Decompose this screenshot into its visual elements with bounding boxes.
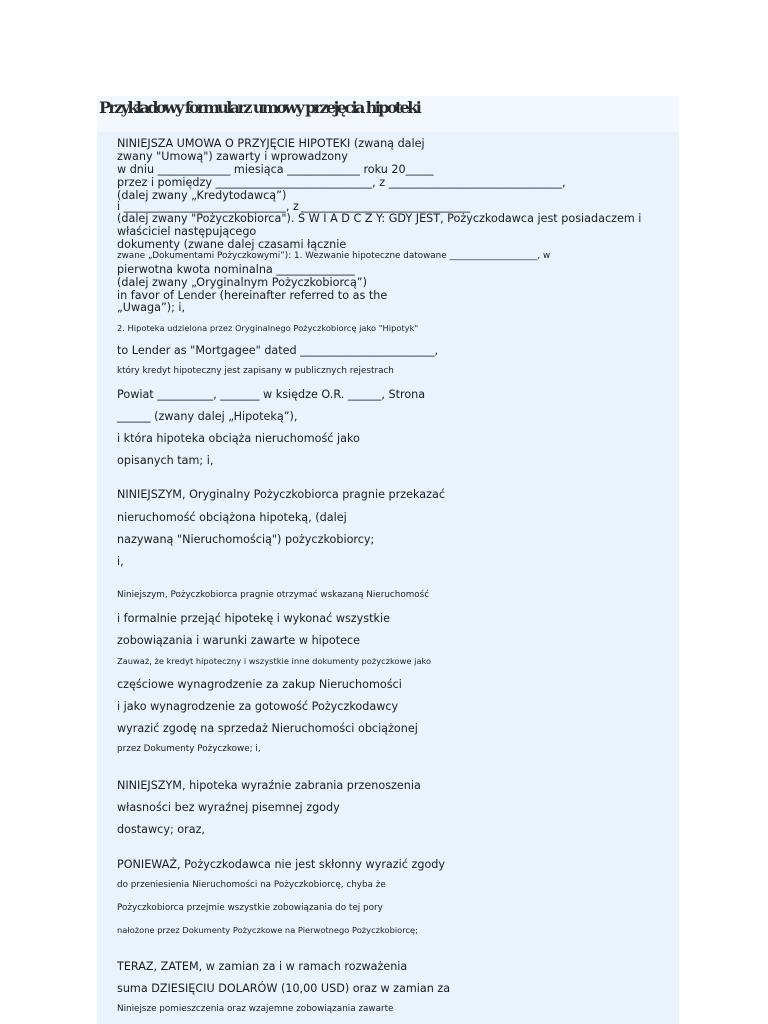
text-line: NINIEJSZYM, hipoteka wyraźnie zabrania przenoszenia — [117, 779, 421, 792]
text-line: dostawcy; oraz, — [117, 823, 205, 836]
text-line: opisanych tam; i, — [117, 454, 214, 467]
text-line: i jako wynagrodzenie za gotowość Pożyczkodawcy — [117, 700, 399, 713]
text-line: i która hipoteka obciąża nieruchomość jako — [117, 432, 360, 445]
text-line: PONIEWAŻ, Pożyczkodawca nie jest skłonny wyrazić zgody — [117, 858, 446, 871]
text-line: i _____________________________, z ______________________________ — [117, 200, 471, 213]
text-line: 2. Hipoteka udzielona przez Oryginalnego Pożyczkobiorcę jako "Hipotyk" — [117, 323, 419, 333]
text-line: nałożone przez Dokumenty Pożyczkowe na Pierwotnego Pożyczkobiorcę; — [117, 925, 418, 935]
text-line: in favor of Lender (hereinafter referred to as the — [117, 289, 388, 302]
text-line: Powiat __________, _______ w księdze O.R. ______, Strona — [117, 388, 426, 401]
text-line: TERAZ, ZATEM, w zamian za i w ramach rozważenia — [117, 960, 408, 973]
text-line: (dalej zwany „Kredytodawcą”) — [117, 189, 287, 202]
text-line: ______ (zwany dalej „Hipoteką”), — [117, 410, 298, 423]
text-line: Pożyczkobiorca przejmie wszystkie zobowiązania do tej pory — [117, 903, 383, 913]
text-line: NINIEJSZA UMOWA O PRZYJĘCIE HIPOTEKI (zwaną dalej — [117, 137, 425, 150]
text-line: dokumenty (zwane dalej czasami łącznie — [117, 238, 347, 251]
text-line: wyrazić zgodę na sprzedaż Nieruchomości obciążonej — [117, 722, 418, 735]
text-line: Niniejszym, Pożyczkobiorca pragnie otrzymać wskazaną Nieruchomość — [117, 590, 430, 600]
text-line: i formalnie przejąć hipotekę i wykonać wszystkie — [117, 612, 390, 625]
text-line: który kredyt hipoteczny jest zapisany w publicznych rejestrach — [117, 366, 394, 376]
text-line: to Lender as "Mortgagee" dated ________________________, — [117, 344, 439, 357]
text-line: „Uwaga”); i, — [117, 301, 186, 314]
text-line: (dalej zwany „Oryginalnym Pożyczkobiorcą”) — [117, 276, 367, 289]
document-title: Przykładowy formularz umowy przejęcia hipoteki — [99, 98, 420, 117]
text-line: zwany "Umową") zawarty i wprowadzony — [117, 150, 348, 163]
text-line: NINIEJSZYM, Oryginalny Pożyczkobiorca pragnie przekazać — [117, 488, 445, 501]
text-line: przez i pomiędzy ____________________________, z _______________________________, — [117, 176, 566, 189]
text-line: (dalej zwany "Pożyczkobiorca"). Ś W I A D C Z Y: GDY JEST, Pożyczkodawca jest posiadaczem i — [117, 212, 642, 225]
text-line: w dniu _____________ miesiąca _____________ roku 20_____ — [117, 163, 434, 176]
text-line: nieruchomość obciążona hipoteką, (dalej — [117, 511, 347, 524]
document-body — [97, 132, 679, 1024]
text-line: suma DZIESIĘCIU DOLARÓW (10,00 USD) oraz w zamian za — [117, 982, 451, 995]
text-line: własności bez wyraźnej pisemnej zgody — [117, 801, 340, 814]
text-line: i, — [117, 555, 124, 568]
text-line: właściciel następującego — [117, 225, 257, 238]
title-band — [97, 96, 679, 132]
text-line: przez Dokumenty Pożyczkowe; i, — [117, 744, 261, 754]
text-line: częściowe wynagrodzenie za zakup Nieruchomości — [117, 678, 402, 691]
text-line: Niniejsze pomieszczenia oraz wzajemne zobowiązania zawarte — [117, 1004, 394, 1014]
text-line: nazywaną "Nieruchomością") pożyczkobiorcy; — [117, 533, 375, 546]
text-line: Zauważ, że kredyt hipoteczny i wszystkie inne dokumenty pożyczkowe jako — [117, 656, 432, 666]
text-line: pierwotna kwota nominalna ______________ — [117, 263, 355, 276]
text-line: zobowiązania i warunki zawarte w hipotece — [117, 634, 361, 647]
text-line: do przeniesienia Nieruchomości na Pożyczkobiorcę, chyba że — [117, 880, 386, 890]
text-line: zwane „Dokumentami Pożyczkowymi”): 1. Wezwanie hipoteczne datowane ____________________, w — [117, 251, 551, 261]
